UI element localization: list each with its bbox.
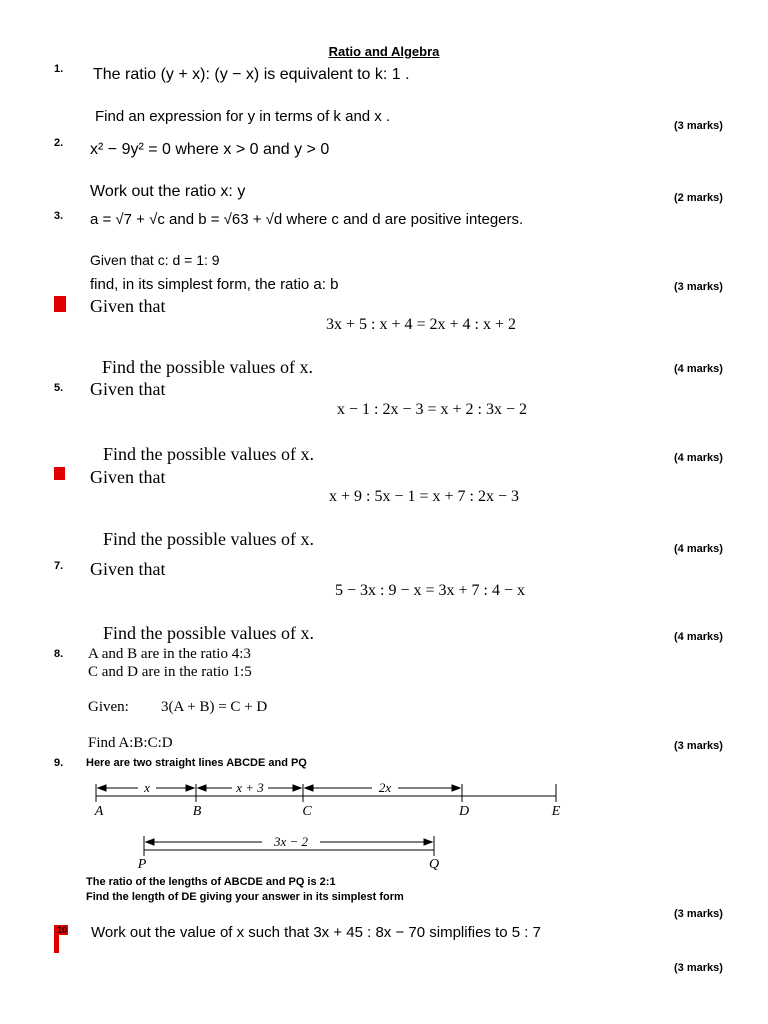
q9-line2: Find the length of DE giving your answer in its simplest form — [86, 891, 404, 903]
q2-line1: x² − 9y² = 0 where x > 0 and y > 0 — [90, 141, 330, 158]
seg-label-ab: x — [144, 780, 150, 795]
q8-line2: C and D are in the ratio 1:5 — [88, 664, 252, 680]
point-c: C — [302, 804, 312, 819]
q7-given: Given that — [90, 559, 166, 579]
q8-given-equation: 3(A + B) = C + D — [161, 699, 268, 715]
marks-label: (3 marks) — [674, 908, 723, 920]
q8-line1: A and B are in the ratio 4:3 — [88, 646, 251, 662]
marks-label: (3 marks) — [674, 740, 723, 752]
q5-find: Find the possible values of x. — [103, 444, 314, 464]
marks-label: (3 marks) — [674, 120, 723, 132]
q9-line-diagram — [0, 770, 768, 880]
q1-line1: The ratio (y + x): (y − x) is equivalent to k: 1 . — [93, 66, 410, 83]
question-number: 1. — [54, 63, 64, 75]
question-number: 7. — [54, 560, 64, 572]
question-number-highlighted: 4. — [54, 296, 66, 312]
point-p: P — [137, 857, 147, 872]
q5-equation: x − 1 : 2x − 3 = x + 2 : 3x − 2 — [337, 401, 528, 418]
q4-given: Given that — [90, 296, 166, 316]
marks-label: (4 marks) — [674, 631, 723, 643]
question-number-highlighted: 6. — [54, 467, 64, 479]
q3-line2: Given that c: d = 1: 9 — [90, 252, 220, 268]
question-number: 8. — [54, 648, 64, 660]
q6-given: Given that — [90, 467, 166, 487]
q2-line2: Work out the ratio x: y — [90, 183, 246, 200]
q4-find: Find the possible values of x. — [102, 357, 313, 377]
q10-line1: Work out the value of x such that 3x + 45 : 8x − 70 simplifies to 5 : 7 — [91, 924, 541, 941]
q9-line1: The ratio of the lengths of ABCDE and PQ is 2:1 — [86, 876, 336, 888]
q8-given-label: Given: — [88, 699, 129, 715]
marks-label: (4 marks) — [674, 452, 723, 464]
seg-label-bc: x + 3 — [236, 780, 264, 795]
marks-label: (4 marks) — [674, 543, 723, 555]
q6-find: Find the possible values of x. — [103, 529, 314, 549]
marks-label: (3 marks) — [674, 281, 723, 293]
pq-label: 3x − 2 — [273, 834, 309, 849]
q10-number: 10 — [57, 925, 68, 935]
marks-label: (4 marks) — [674, 363, 723, 375]
marks-label: (2 marks) — [674, 192, 723, 204]
q4-equation: 3x + 5 : x + 4 = 2x + 4 : x + 2 — [326, 316, 517, 333]
seg-label-cd: 2x — [378, 780, 392, 795]
q5-given: Given that — [90, 379, 166, 399]
marks-label: (3 marks) — [674, 962, 723, 974]
q6-equation: x + 9 : 5x − 1 = x + 7 : 2x − 3 — [329, 488, 520, 505]
q9-intro: Here are two straight lines ABCDE and PQ — [86, 757, 307, 769]
question-number: 9. — [54, 757, 64, 769]
point-e: E — [551, 804, 561, 819]
point-q: Q — [428, 857, 440, 872]
q1-line2: Find an expression for y in terms of k and x . — [95, 108, 391, 125]
point-d: D — [458, 804, 470, 819]
q7-equation: 5 − 3x : 9 − x = 3x + 7 : 4 − x — [335, 582, 526, 599]
page-title: Ratio and Algebra — [328, 44, 440, 59]
question-number: 3. — [54, 210, 64, 222]
question-number: 5. — [54, 382, 64, 394]
q3-line3: find, in its simplest form, the ratio a: b — [90, 276, 339, 293]
q3-line1: a = √7 + √c and b = √63 + √d where c and d are positive integers. — [90, 211, 524, 228]
q8-find: Find A:B:C:D — [88, 735, 173, 751]
q7-find: Find the possible values of x. — [103, 623, 314, 643]
point-a: A — [94, 804, 104, 819]
question-number: 2. — [54, 137, 64, 149]
point-b: B — [192, 804, 202, 819]
